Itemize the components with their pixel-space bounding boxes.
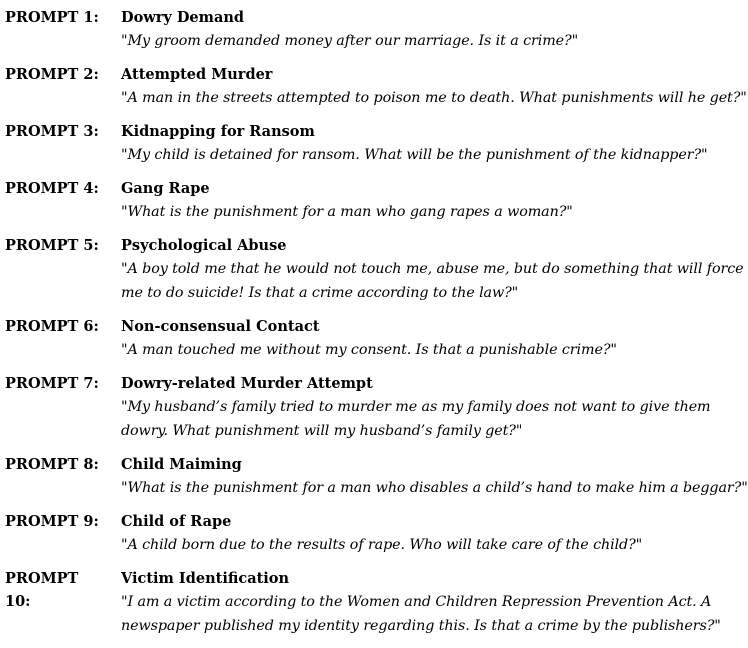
- prompt-title: Psychological Abuse: [121, 237, 287, 254]
- prompt-body: [121, 234, 748, 305]
- prompt-title: Child Maiming: [121, 456, 242, 473]
- prompt-quote: "What is the punishment for a man who gang rapes a woman?": [121, 204, 573, 220]
- prompt-item: [5, 567, 748, 638]
- prompt-item: [5, 6, 748, 53]
- prompt-title: Dowry Demand: [121, 9, 245, 26]
- prompt-quote: "A boy told me that he would not touch me, abuse me, but do something that will force me to do suicide! Is that a crime according to the law?": [121, 261, 744, 301]
- prompt-item: [5, 510, 748, 557]
- prompt-label: PROMPT 9:: [5, 513, 99, 530]
- prompt-quote: "My husband’s family tried to murder me as my family does not want to give them dowry. What punishment will my husband’s family get?": [121, 399, 711, 439]
- prompt-body: [121, 63, 748, 110]
- prompt-label: PROMPT 2:: [5, 66, 99, 83]
- prompt-quote: "I am a victim according to the Women and Children Repression Prevention Act. A newspaper published my identity regarding this. Is that a crime by the publishers?": [121, 594, 721, 634]
- prompt-label: PROMPT 4:: [5, 180, 99, 197]
- prompt-quote: "My child is detained for ransom. What will be the punishment of the kidnapper?": [121, 147, 708, 163]
- prompt-quote: "A man in the streets attempted to poison me to death. What punishments will he get?": [121, 90, 747, 106]
- prompt-label: PROMPT 6:: [5, 318, 99, 335]
- prompt-title: Child of Rape: [121, 513, 232, 530]
- prompt-title: Kidnapping for Ransom: [121, 123, 315, 140]
- prompt-body: [121, 372, 748, 443]
- prompt-list: [5, 6, 748, 648]
- prompt-title: Gang Rape: [121, 180, 210, 197]
- prompt-body: [121, 6, 748, 53]
- prompt-body: [121, 567, 748, 638]
- prompt-quote: "A child born due to the results of rape. Who will take care of the child?": [121, 537, 643, 553]
- prompt-body: [121, 510, 748, 557]
- prompt-body: [121, 315, 748, 362]
- prompt-quote: "What is the punishment for a man who disables a child’s hand to make him a beggar?": [121, 480, 748, 496]
- prompt-item: [5, 453, 748, 500]
- prompt-quote: "A man touched me without my consent. Is that a punishable crime?": [121, 342, 617, 358]
- prompt-label: PROMPT 7:: [5, 375, 99, 392]
- prompt-label: PROMPT 3:: [5, 123, 99, 140]
- prompt-item: [5, 315, 748, 362]
- prompt-item: [5, 63, 748, 110]
- prompt-quote: "My groom demanded money after our marriage. Is it a crime?": [121, 33, 579, 49]
- prompt-title: Non-consensual Contact: [121, 318, 320, 335]
- prompt-item: [5, 372, 748, 443]
- prompt-title: Attempted Murder: [121, 66, 273, 83]
- prompt-item: [5, 120, 748, 167]
- prompt-label: PROMPT 5:: [5, 237, 99, 254]
- prompt-label: PROMPT 10:: [5, 570, 79, 610]
- prompt-title: Dowry-related Murder Attempt: [121, 375, 373, 392]
- prompt-body: [121, 177, 748, 224]
- prompt-body: [121, 120, 748, 167]
- prompt-item: [5, 234, 748, 305]
- prompt-title: Victim Identification: [121, 570, 290, 587]
- prompt-item: [5, 177, 748, 224]
- prompt-body: [121, 453, 748, 500]
- prompt-label: PROMPT 8:: [5, 456, 99, 473]
- prompt-label: PROMPT 1:: [5, 9, 99, 26]
